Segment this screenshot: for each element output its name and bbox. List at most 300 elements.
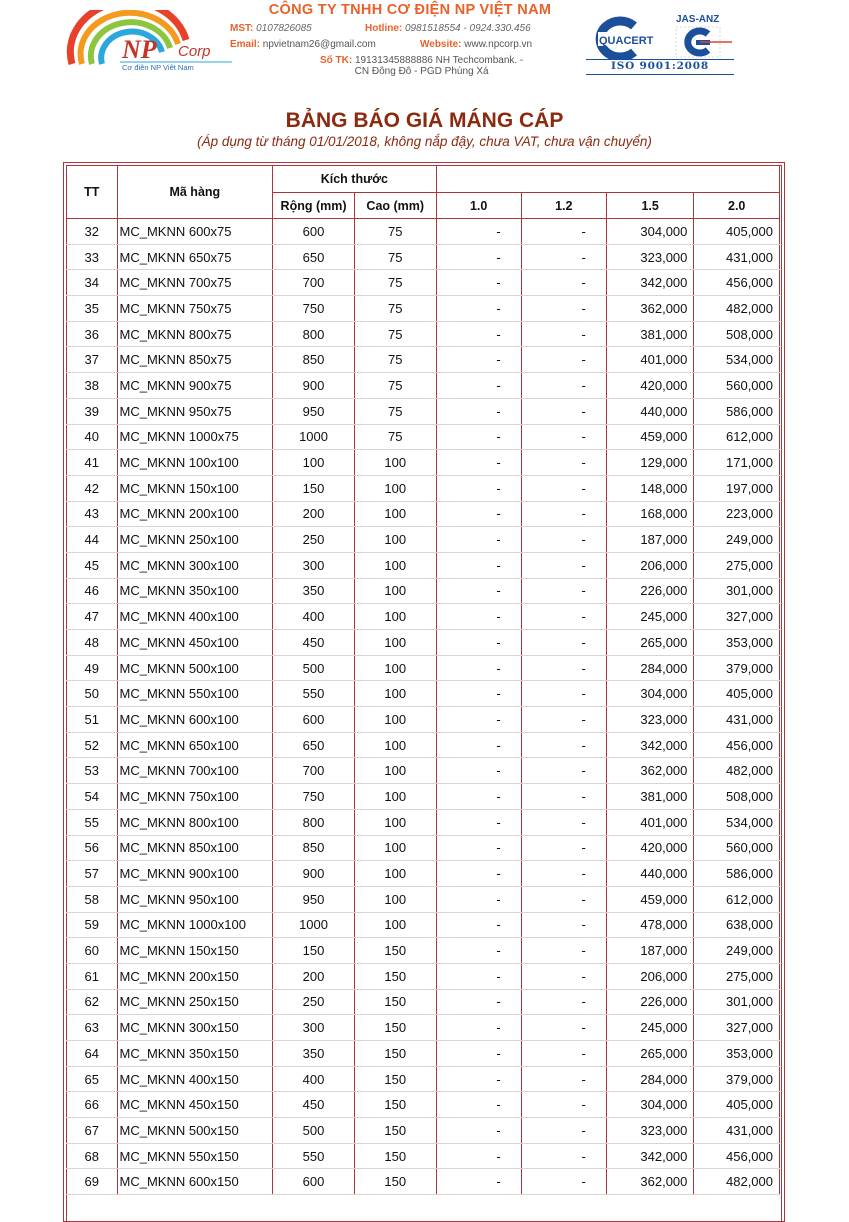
price-1-5: 401,000 <box>606 347 694 373</box>
row-number: 65 <box>67 1066 118 1092</box>
product-code: MC_MKNN 750x75 <box>117 296 273 322</box>
table-row <box>67 886 780 912</box>
company-name: CÔNG TY TNHH CƠ ĐIỆN NP VIỆT NAM <box>268 2 552 18</box>
header-size-group: Kích thước <box>273 166 436 193</box>
price-1-0: - <box>436 424 521 450</box>
price-2-0: 534,000 <box>694 347 780 373</box>
header-width: Rộng (mm) <box>273 193 355 219</box>
height-mm: 100 <box>354 630 436 656</box>
product-code: MC_MKNN 150x100 <box>117 475 273 501</box>
height-mm: 150 <box>354 1092 436 1118</box>
price-1-5: 362,000 <box>606 296 694 322</box>
page-title: BẢNG BÁO GIÁ MÁNG CÁP <box>285 109 564 132</box>
price-2-0: 223,000 <box>694 501 780 527</box>
price-1-0: - <box>436 784 521 810</box>
height-mm: 75 <box>354 219 436 245</box>
width-mm: 1000 <box>273 424 355 450</box>
product-code: MC_MKNN 650x100 <box>117 732 273 758</box>
width-mm: 600 <box>273 219 355 245</box>
price-1-2: - <box>521 835 606 861</box>
header-code: Mã hàng <box>117 166 273 219</box>
width-mm: 850 <box>273 347 355 373</box>
price-1-5: 459,000 <box>606 424 694 450</box>
product-code: MC_MKNN 800x100 <box>117 809 273 835</box>
price-1-2: - <box>521 1066 606 1092</box>
row-number: 68 <box>67 1143 118 1169</box>
price-2-0: 586,000 <box>694 398 780 424</box>
price-1-5: 420,000 <box>606 835 694 861</box>
product-code: MC_MKNN 300x150 <box>117 1015 273 1041</box>
table-row <box>67 552 780 578</box>
height-mm: 100 <box>354 809 436 835</box>
width-mm: 500 <box>273 1118 355 1144</box>
table-row <box>67 938 780 964</box>
width-mm: 150 <box>273 475 355 501</box>
product-code: MC_MKNN 650x75 <box>117 244 273 270</box>
iso-badge: ISO 9001:2008 <box>586 59 734 75</box>
price-1-5: 245,000 <box>606 1015 694 1041</box>
price-1-5: 323,000 <box>606 244 694 270</box>
price-2-0: 327,000 <box>694 604 780 630</box>
height-mm: 75 <box>354 424 436 450</box>
height-mm: 100 <box>354 886 436 912</box>
price-1-5: 459,000 <box>606 886 694 912</box>
price-1-0: - <box>436 681 521 707</box>
row-number: 50 <box>67 681 118 707</box>
product-code: MC_MKNN 800x75 <box>117 321 273 347</box>
row-number: 33 <box>67 244 118 270</box>
header-thickness-1-5: 1.5 <box>606 193 694 219</box>
height-mm: 100 <box>354 732 436 758</box>
width-mm: 500 <box>273 655 355 681</box>
tax-code: MST: 0107826085 <box>230 23 312 34</box>
table-row <box>67 578 780 604</box>
jas-anz-logo: JAS-ANZ <box>674 14 732 58</box>
width-mm: 450 <box>273 630 355 656</box>
svg-text:vn: vn <box>625 19 636 29</box>
height-mm: 150 <box>354 1143 436 1169</box>
height-mm: 150 <box>354 989 436 1015</box>
price-1-2: - <box>521 861 606 887</box>
table-row <box>67 784 780 810</box>
row-number: 63 <box>67 1015 118 1041</box>
price-1-5: 265,000 <box>606 1041 694 1067</box>
product-code: MC_MKNN 750x100 <box>117 784 273 810</box>
quacert-text: QUACERT <box>599 35 654 47</box>
table-row <box>67 1169 780 1195</box>
height-mm: 150 <box>354 1169 436 1195</box>
product-code: MC_MKNN 1000x100 <box>117 912 273 938</box>
row-number: 36 <box>67 321 118 347</box>
product-code: MC_MKNN 600x150 <box>117 1169 273 1195</box>
price-table <box>66 165 780 1195</box>
price-2-0: 379,000 <box>694 1066 780 1092</box>
price-1-2: - <box>521 1015 606 1041</box>
row-number: 55 <box>67 809 118 835</box>
table-row <box>67 244 780 270</box>
price-1-5: 129,000 <box>606 450 694 476</box>
row-number: 69 <box>67 1169 118 1195</box>
row-number: 62 <box>67 989 118 1015</box>
price-1-2: - <box>521 784 606 810</box>
product-code: MC_MKNN 600x100 <box>117 707 273 733</box>
price-1-0: - <box>436 732 521 758</box>
logo-brand-np: NP <box>122 35 157 64</box>
row-number: 35 <box>67 296 118 322</box>
row-number: 54 <box>67 784 118 810</box>
table-row <box>67 527 780 553</box>
product-code: MC_MKNN 350x100 <box>117 578 273 604</box>
height-mm: 100 <box>354 552 436 578</box>
product-code: MC_MKNN 900x100 <box>117 861 273 887</box>
price-2-0: 482,000 <box>694 758 780 784</box>
table-row <box>67 270 780 296</box>
price-1-2: - <box>521 604 606 630</box>
price-1-5: 206,000 <box>606 963 694 989</box>
product-code: MC_MKNN 550x150 <box>117 1143 273 1169</box>
width-mm: 650 <box>273 244 355 270</box>
height-mm: 75 <box>354 296 436 322</box>
email: Email: npvietnam26@gmail.com <box>230 39 376 50</box>
table-row <box>67 630 780 656</box>
price-1-2: - <box>521 732 606 758</box>
row-number: 56 <box>67 835 118 861</box>
width-mm: 550 <box>273 681 355 707</box>
header-thickness-2-0: 2.0 <box>694 193 780 219</box>
price-2-0: 249,000 <box>694 527 780 553</box>
price-1-2: - <box>521 373 606 399</box>
height-mm: 75 <box>354 398 436 424</box>
price-1-5: 420,000 <box>606 373 694 399</box>
height-mm: 100 <box>354 450 436 476</box>
row-number: 53 <box>67 758 118 784</box>
header-thickness-group <box>436 166 779 193</box>
price-1-2: - <box>521 270 606 296</box>
table-row <box>67 1066 780 1092</box>
price-2-0: 353,000 <box>694 630 780 656</box>
price-1-2: - <box>521 681 606 707</box>
width-mm: 750 <box>273 296 355 322</box>
row-number: 37 <box>67 347 118 373</box>
price-1-5: 284,000 <box>606 1066 694 1092</box>
price-1-0: - <box>436 1092 521 1118</box>
price-1-5: 187,000 <box>606 938 694 964</box>
price-1-5: 381,000 <box>606 784 694 810</box>
row-number: 34 <box>67 270 118 296</box>
row-number: 49 <box>67 655 118 681</box>
price-1-5: 362,000 <box>606 758 694 784</box>
row-number: 52 <box>67 732 118 758</box>
row-number: 38 <box>67 373 118 399</box>
price-1-0: - <box>436 1015 521 1041</box>
width-mm: 450 <box>273 1092 355 1118</box>
price-2-0: 275,000 <box>694 963 780 989</box>
price-1-2: - <box>521 809 606 835</box>
price-1-2: - <box>521 912 606 938</box>
width-mm: 300 <box>273 1015 355 1041</box>
width-mm: 250 <box>273 527 355 553</box>
table-row <box>67 296 780 322</box>
width-mm: 800 <box>273 321 355 347</box>
price-1-2: - <box>521 527 606 553</box>
height-mm: 100 <box>354 475 436 501</box>
price-2-0: 612,000 <box>694 886 780 912</box>
table-row <box>67 424 780 450</box>
price-1-2: - <box>521 630 606 656</box>
table-body <box>67 219 780 1195</box>
price-1-5: 362,000 <box>606 1169 694 1195</box>
price-1-0: - <box>436 1118 521 1144</box>
price-1-0: - <box>436 501 521 527</box>
table-row <box>67 1015 780 1041</box>
price-1-2: - <box>521 219 606 245</box>
price-1-2: - <box>521 758 606 784</box>
table-row <box>67 501 780 527</box>
header-tt: TT <box>67 166 118 219</box>
table-row <box>67 604 780 630</box>
price-2-0: 508,000 <box>694 784 780 810</box>
width-mm: 400 <box>273 1066 355 1092</box>
table-row <box>67 681 780 707</box>
price-1-5: 342,000 <box>606 732 694 758</box>
table-row <box>67 655 780 681</box>
price-1-5: 401,000 <box>606 809 694 835</box>
product-code: MC_MKNN 100x100 <box>117 450 273 476</box>
price-1-0: - <box>436 321 521 347</box>
height-mm: 75 <box>354 321 436 347</box>
logo-brand-corp: Corp <box>178 43 211 60</box>
height-mm: 75 <box>354 347 436 373</box>
product-code: MC_MKNN 850x100 <box>117 835 273 861</box>
price-2-0: 612,000 <box>694 424 780 450</box>
table-row <box>67 347 780 373</box>
width-mm: 950 <box>273 886 355 912</box>
website: Website: www.npcorp.vn <box>420 39 533 50</box>
row-number: 40 <box>67 424 118 450</box>
price-1-0: - <box>436 578 521 604</box>
product-code: MC_MKNN 950x75 <box>117 398 273 424</box>
row-number: 42 <box>67 475 118 501</box>
table-row <box>67 373 780 399</box>
height-mm: 100 <box>354 758 436 784</box>
product-code: MC_MKNN 700x100 <box>117 758 273 784</box>
product-code: MC_MKNN 400x100 <box>117 604 273 630</box>
height-mm: 100 <box>354 835 436 861</box>
price-2-0: 431,000 <box>694 707 780 733</box>
price-2-0: 534,000 <box>694 809 780 835</box>
price-1-2: - <box>521 398 606 424</box>
letterhead <box>0 0 849 85</box>
width-mm: 400 <box>273 604 355 630</box>
price-1-2: - <box>521 1041 606 1067</box>
product-code: MC_MKNN 150x150 <box>117 938 273 964</box>
height-mm: 100 <box>354 681 436 707</box>
price-2-0: 327,000 <box>694 1015 780 1041</box>
row-number: 51 <box>67 707 118 733</box>
height-mm: 150 <box>354 963 436 989</box>
price-1-2: - <box>521 296 606 322</box>
price-1-2: - <box>521 707 606 733</box>
width-mm: 350 <box>273 578 355 604</box>
page-subtitle: (Áp dụng từ tháng 01/01/2018, không nắp đậy, chưa VAT, chưa vận chuyển) <box>197 134 652 149</box>
height-mm: 75 <box>354 373 436 399</box>
price-2-0: 405,000 <box>694 219 780 245</box>
price-2-0: 638,000 <box>694 912 780 938</box>
table-header-row-1 <box>67 166 780 193</box>
width-mm: 700 <box>273 758 355 784</box>
price-1-0: - <box>436 373 521 399</box>
price-1-5: 440,000 <box>606 861 694 887</box>
price-1-5: 440,000 <box>606 398 694 424</box>
price-2-0: 275,000 <box>694 552 780 578</box>
price-2-0: 586,000 <box>694 861 780 887</box>
price-1-0: - <box>436 861 521 887</box>
price-2-0: 431,000 <box>694 1118 780 1144</box>
price-1-0: - <box>436 398 521 424</box>
table-row <box>67 758 780 784</box>
price-1-5: 187,000 <box>606 527 694 553</box>
width-mm: 100 <box>273 450 355 476</box>
price-1-2: - <box>521 1143 606 1169</box>
product-code: MC_MKNN 900x75 <box>117 373 273 399</box>
price-1-2: - <box>521 1169 606 1195</box>
quacert-logo <box>586 16 656 60</box>
price-1-2: - <box>521 938 606 964</box>
height-mm: 100 <box>354 655 436 681</box>
table-row <box>67 1118 780 1144</box>
price-2-0: 171,000 <box>694 450 780 476</box>
row-number: 64 <box>67 1041 118 1067</box>
product-code: MC_MKNN 500x150 <box>117 1118 273 1144</box>
width-mm: 1000 <box>273 912 355 938</box>
price-1-0: - <box>436 475 521 501</box>
width-mm: 150 <box>273 938 355 964</box>
price-1-5: 168,000 <box>606 501 694 527</box>
price-1-0: - <box>436 655 521 681</box>
row-number: 60 <box>67 938 118 964</box>
product-code: MC_MKNN 1000x75 <box>117 424 273 450</box>
table-row <box>67 912 780 938</box>
table-row <box>67 219 780 245</box>
price-1-5: 304,000 <box>606 219 694 245</box>
price-1-5: 304,000 <box>606 1092 694 1118</box>
row-number: 32 <box>67 219 118 245</box>
table-row <box>67 1092 780 1118</box>
width-mm: 800 <box>273 809 355 835</box>
product-code: MC_MKNN 700x75 <box>117 270 273 296</box>
width-mm: 300 <box>273 552 355 578</box>
price-1-5: 284,000 <box>606 655 694 681</box>
price-1-5: 323,000 <box>606 1118 694 1144</box>
height-mm: 100 <box>354 861 436 887</box>
table-row <box>67 732 780 758</box>
width-mm: 250 <box>273 989 355 1015</box>
price-2-0: 456,000 <box>694 732 780 758</box>
height-mm: 150 <box>354 938 436 964</box>
price-1-0: - <box>436 450 521 476</box>
row-number: 45 <box>67 552 118 578</box>
price-1-5: 206,000 <box>606 552 694 578</box>
table-row <box>67 809 780 835</box>
price-1-5: 381,000 <box>606 321 694 347</box>
product-code: MC_MKNN 300x100 <box>117 552 273 578</box>
price-1-0: - <box>436 963 521 989</box>
width-mm: 950 <box>273 398 355 424</box>
price-1-0: - <box>436 758 521 784</box>
price-1-0: - <box>436 938 521 964</box>
width-mm: 350 <box>273 1041 355 1067</box>
table-row <box>67 1041 780 1067</box>
table-row <box>67 398 780 424</box>
width-mm: 200 <box>273 963 355 989</box>
price-2-0: 456,000 <box>694 270 780 296</box>
price-1-0: - <box>436 347 521 373</box>
row-number: 44 <box>67 527 118 553</box>
price-1-2: - <box>521 1092 606 1118</box>
price-1-0: - <box>436 835 521 861</box>
price-2-0: 405,000 <box>694 1092 780 1118</box>
price-1-2: - <box>521 989 606 1015</box>
row-number: 58 <box>67 886 118 912</box>
price-1-2: - <box>521 347 606 373</box>
price-1-5: 323,000 <box>606 707 694 733</box>
table-row <box>67 963 780 989</box>
table-row <box>67 707 780 733</box>
row-number: 59 <box>67 912 118 938</box>
row-number: 61 <box>67 963 118 989</box>
height-mm: 150 <box>354 1118 436 1144</box>
certification-logos <box>586 14 734 74</box>
price-1-5: 226,000 <box>606 989 694 1015</box>
product-code: MC_MKNN 200x100 <box>117 501 273 527</box>
height-mm: 150 <box>354 1041 436 1067</box>
table-row <box>67 475 780 501</box>
price-1-5: 226,000 <box>606 578 694 604</box>
price-1-0: - <box>436 270 521 296</box>
width-mm: 600 <box>273 1169 355 1195</box>
product-code: MC_MKNN 600x75 <box>117 219 273 245</box>
price-1-2: - <box>521 886 606 912</box>
product-code: MC_MKNN 200x150 <box>117 963 273 989</box>
width-mm: 600 <box>273 707 355 733</box>
price-1-5: 265,000 <box>606 630 694 656</box>
row-number: 48 <box>67 630 118 656</box>
price-1-0: - <box>436 809 521 835</box>
width-mm: 200 <box>273 501 355 527</box>
price-1-5: 342,000 <box>606 1143 694 1169</box>
header-thickness-1-0: 1.0 <box>436 193 521 219</box>
row-number: 57 <box>67 861 118 887</box>
product-code: MC_MKNN 550x100 <box>117 681 273 707</box>
table-row <box>67 321 780 347</box>
row-number: 41 <box>67 450 118 476</box>
row-number: 66 <box>67 1092 118 1118</box>
price-1-5: 478,000 <box>606 912 694 938</box>
price-1-2: - <box>521 1118 606 1144</box>
price-1-2: - <box>521 321 606 347</box>
table-row <box>67 1143 780 1169</box>
width-mm: 850 <box>273 835 355 861</box>
product-code: MC_MKNN 350x150 <box>117 1041 273 1067</box>
height-mm: 150 <box>354 1066 436 1092</box>
price-1-2: - <box>521 655 606 681</box>
price-1-5: 148,000 <box>606 475 694 501</box>
height-mm: 100 <box>354 527 436 553</box>
table-row <box>67 450 780 476</box>
width-mm: 900 <box>273 861 355 887</box>
price-1-0: - <box>436 630 521 656</box>
width-mm: 700 <box>273 270 355 296</box>
